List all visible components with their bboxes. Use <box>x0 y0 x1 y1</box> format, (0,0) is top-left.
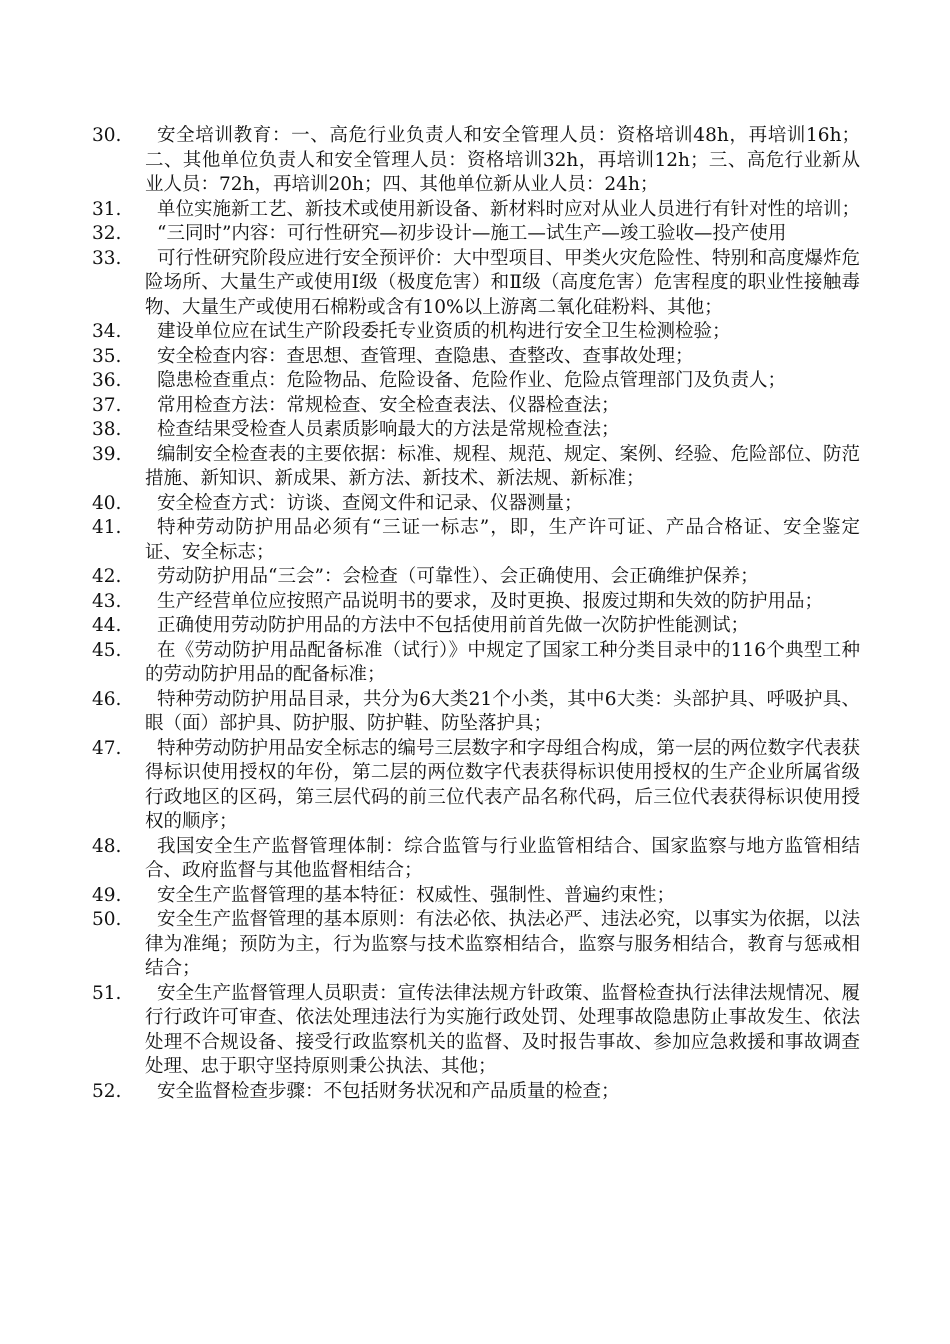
list-item <box>92 124 860 198</box>
item-number: 48. <box>92 835 122 857</box>
item-number: 34. <box>92 321 122 342</box>
list-item <box>92 222 860 247</box>
item-text: 安全培训教育：一、高危行业负责人和安全管理人员：资格培训48h，再培训16h；二、其他单位负责人和安全管理人员：资格培训32h，再培训12h；三、高危行业新从业人员：72h，再培训20h；四、其他单位新从业人员：24h； <box>145 125 860 195</box>
item-number: 35. <box>92 345 122 367</box>
item-text: 我国安全生产监督管理体制：综合监管与行业监管相结合、国家监察与地方监管相结合、政府监督与其他监督相结合； <box>145 835 860 881</box>
list-item <box>92 884 860 909</box>
item-number: 33. <box>92 247 122 269</box>
item-number: 50. <box>92 909 122 930</box>
numbered-list <box>92 124 860 1104</box>
list-item <box>92 198 860 223</box>
list-item <box>92 394 860 419</box>
item-number: 44. <box>92 615 122 636</box>
item-text: 特种劳动防护用品目录，共分为6大类21个小类，其中6大类：头部护具、呼吸护具、眼（面）部护具、防护服、防护鞋、防坠落护具； <box>145 688 860 734</box>
item-number: 47. <box>92 737 122 759</box>
item-number: 36. <box>92 370 122 391</box>
list-item <box>92 908 860 982</box>
item-text: 检查结果受检查人员素质影响最大的方法是常规检查法； <box>157 419 620 440</box>
list-item <box>92 737 860 835</box>
list-item <box>92 516 860 565</box>
item-text: 特种劳动防护用品必须有“三证一标志”，即，生产许可证、产品合格证、安全鉴定证、安全标志； <box>145 517 860 563</box>
item-text: 安全监督检查步骤：不包括财务状况和产品质量的检查； <box>157 1080 620 1102</box>
list-item <box>92 590 860 615</box>
item-text: 可行性研究阶段应进行安全预评价：大中型项目、甲类火灾危险性、特别和高度爆炸危险场所、大量生产或使用Ⅰ级（极度危害）和Ⅱ级（高度危害）危害程度的职业性接触毒物、大量生产或使用石棉粉或含有10%以上游离二氧化硅粉料、其他； <box>145 247 861 318</box>
item-number: 46. <box>92 688 122 710</box>
list-item <box>92 982 860 1080</box>
item-number: 45. <box>92 639 122 661</box>
item-text: 安全生产监督管理人员职责：宣传法律法规方针政策、监督检查执行法律法规情况、履行行政许可审查、依法处理违法行为实施行政处罚、处理事故隐患防止事故发生、依法处理不合规设备、接受行政监察机关的监督、及时报告事故、参加应急救援和事故调查处理、忠于职守坚持原则秉公执法、其他； <box>145 982 861 1077</box>
item-text: 生产经营单位应按照产品说明书的要求，及时更换、报废过期和失效的防护用品； <box>157 590 824 612</box>
item-text: 安全生产监督管理的基本特征：权威性、强制性、普遍约束性； <box>157 884 676 906</box>
item-text: 特种劳动防护用品安全标志的编号三层数字和字母组合构成，第一层的两位数字代表获得标识使用授权的年份，第二层的两位数字代表获得标识使用授权的生产企业所属省级行政地区的区码，第三层代码的前三位代表产品名称代码，后三位代表获得标识使用授权的顺序； <box>145 737 861 832</box>
list-item <box>92 443 860 492</box>
item-number: 39. <box>92 443 122 465</box>
item-number: 38. <box>92 419 122 440</box>
item-text: 单位实施新工艺、新技术或使用新设备、新材料时应对从业人员进行有针对性的培训； <box>157 198 861 220</box>
item-text: “三同时”内容：可行性研究—初步设计—施工—试生产—竣工验收—投产使用 <box>157 223 787 244</box>
list-item <box>92 492 860 517</box>
item-text: 常用检查方法：常规检查、安全检查表法、仪器检查法； <box>157 394 620 416</box>
list-item <box>92 345 860 370</box>
item-text: 在《劳动防护用品配备标准（试行）》中规定了国家工种分类目录中的116个典型工种的劳动防护用品的配备标准； <box>145 639 860 685</box>
list-item <box>92 320 860 345</box>
item-number: 41. <box>92 517 122 538</box>
item-number: 49. <box>92 884 122 906</box>
list-item <box>92 614 860 639</box>
item-number: 37. <box>92 394 122 416</box>
list-item <box>92 835 860 884</box>
list-item <box>92 639 860 688</box>
item-number: 42. <box>92 566 122 587</box>
item-number: 32. <box>92 223 122 244</box>
list-item <box>92 418 860 443</box>
item-number: 30. <box>92 125 122 146</box>
item-text: 安全检查内容：查思想、查管理、查隐患、查整改、查事故处理； <box>157 345 694 367</box>
item-text: 安全检查方式：访谈、查阅文件和记录、仪器测量； <box>157 492 583 514</box>
item-text: 建设单位应在试生产阶段委托专业资质的机构进行安全卫生检测检验； <box>157 321 731 342</box>
item-number: 52. <box>92 1080 122 1102</box>
list-item <box>92 565 860 590</box>
item-number: 40. <box>92 492 122 514</box>
item-text: 隐患检查重点：危险物品、危险设备、危险作业、危险点管理部门及负责人； <box>157 370 787 391</box>
item-text: 安全生产监督管理的基本原则：有法必依、执法必严、违法必究，以事实为依据，以法律为准绳；预防为主，行为监察与技术监察相结合，监察与服务相结合，教育与惩戒相结合； <box>145 909 861 979</box>
item-number: 31. <box>92 198 122 220</box>
item-text: 劳动防护用品“三会”：会检查（可靠性）、会正确使用、会正确维护保养； <box>157 566 759 587</box>
item-text: 正确使用劳动防护用品的方法中不包括使用前首先做一次防护性能测试； <box>157 615 750 636</box>
list-item <box>92 369 860 394</box>
list-item <box>92 688 860 737</box>
list-item <box>92 247 860 321</box>
item-number: 43. <box>92 590 122 612</box>
item-number: 51. <box>92 982 122 1004</box>
list-item <box>92 1080 860 1105</box>
item-text: 编制安全检查表的主要依据：标准、规程、规范、规定、案例、经验、危险部位、防范措施、新知识、新成果、新方法、新技术、新法规、新标准； <box>145 443 861 489</box>
